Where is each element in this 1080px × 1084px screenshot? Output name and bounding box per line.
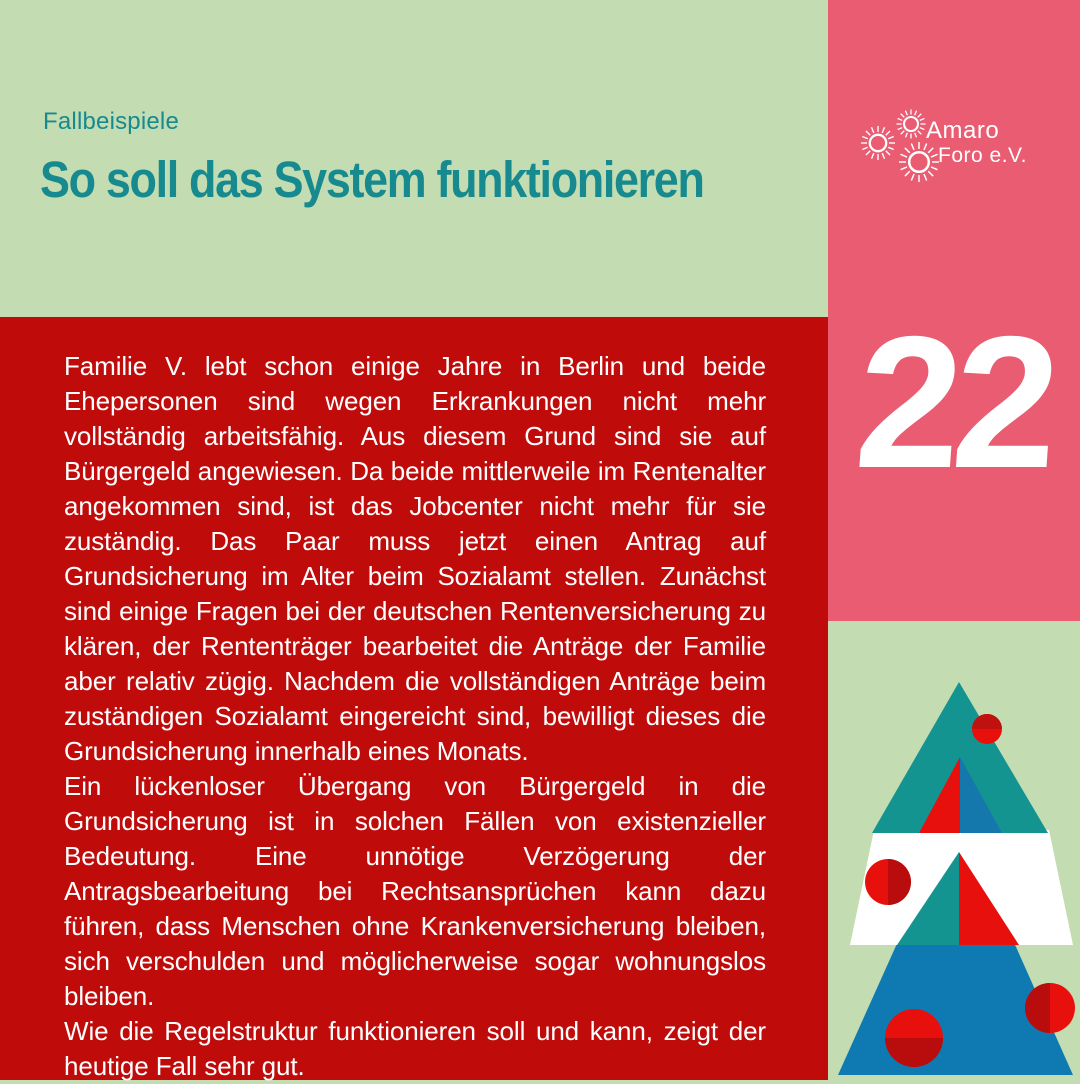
ornament-icon (972, 714, 1002, 744)
logo-name-line2: Foro e.V. (938, 144, 1027, 167)
body-paragraph: Familie V. lebt schon einige Jahre in Berlin und beide Ehepersonen sind wegen Erkrankungen nicht mehr vollständig arbeitsfähig. Aus diesem Grund sind sie auf Bürgergeld angewiesen. Da beide mittlerweile im Rentenalter angekommen sind, ist das Jobcenter nicht mehr für sie zuständig. Das Paar muss jetzt einen Antrag auf Grundsicherung im Alter beim Sozialamt stellen. Zunächst sind einige Fragen bei der deutschen Rentenversicherung zu klären, der Rententräger bearbeitet die Anträge der Familie aber relativ zügig. Nachdem die vollständigen Anträge beim zuständigen Sozialamt eingereicht sind, bewilligt dieses die Grundsicherung innerhalb eines Monats. (64, 351, 766, 766)
eyebrow-label: Fallbeispiele (43, 108, 180, 135)
logo-name-line1: Amaro (926, 117, 1000, 144)
ornament-icon (1025, 983, 1075, 1033)
body-paragraph: Wie die Regelstruktur funktionieren soll und kann, zeigt der heutige Fall sehr gut. (64, 1016, 766, 1081)
ornament-icon (885, 1009, 943, 1067)
ornament-icon (865, 859, 911, 905)
calendar-day-number: 22 (850, 297, 1058, 507)
body-paragraph: Ein lückenloser Übergang von Bürgergeld in die Grundsicherung ist in solchen Fällen von existenzieller Bedeutung. Eine unnötige Verzögerung der Antragsbearbeitung bei Rechtsansprüchen kann dazu führen, dass Menschen ohne Krankenversicherung bleiben, sich verschulden und möglicherweise sogar wohnungslos bleiben. (64, 771, 766, 1011)
page-title: So soll das System funktionieren (40, 151, 704, 208)
